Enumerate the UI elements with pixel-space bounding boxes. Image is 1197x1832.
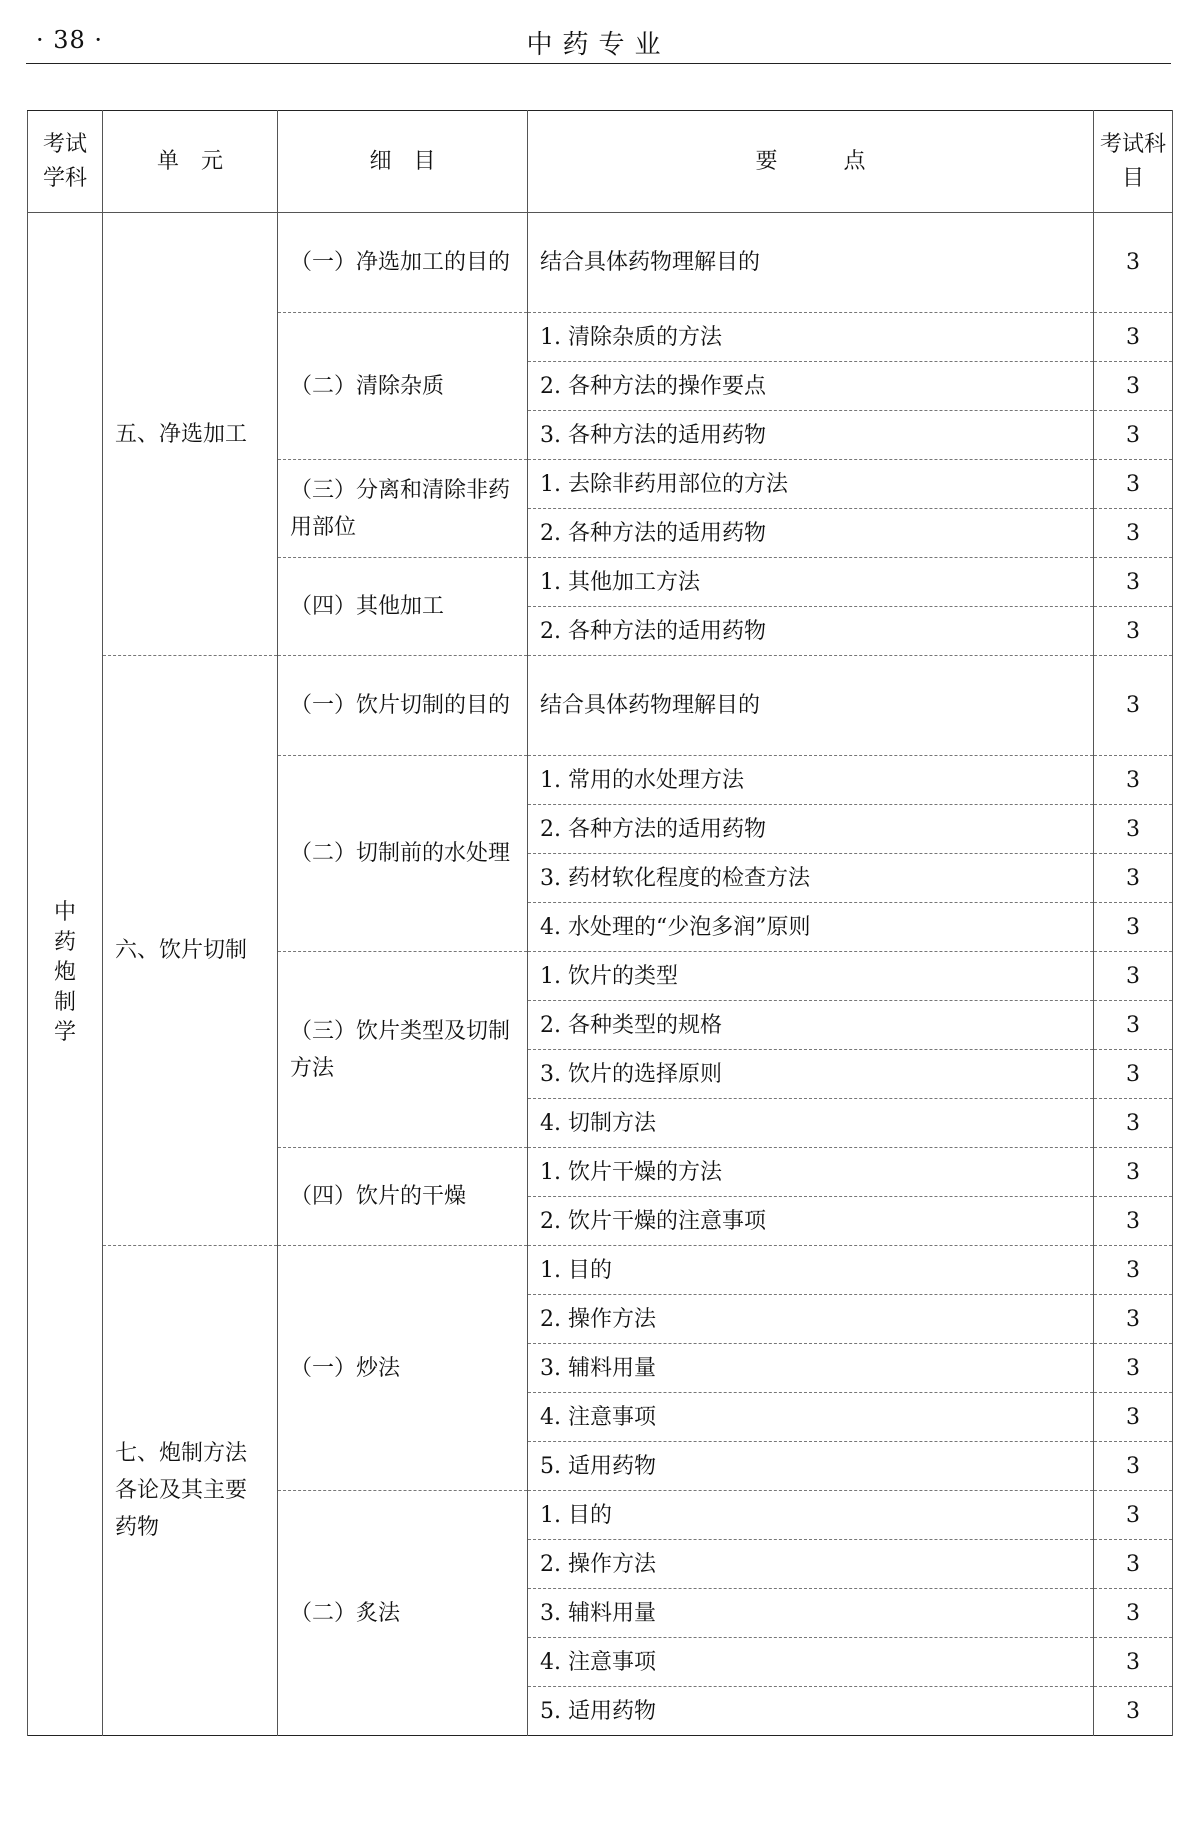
table-row [28,1246,1173,1295]
subject-cell [28,213,103,1736]
detail-cell: （一）炒法 [278,1246,528,1491]
page-header [0,0,1197,70]
point-cell: 1. 饮片干燥的方法 [528,1148,1094,1197]
unit-cell: 六、饮片切制 [103,656,278,1246]
table-header-row [28,111,1173,213]
point-cell: 4. 注意事项 [528,1393,1094,1442]
point-cell: 3. 药材软化程度的检查方法 [528,854,1094,903]
level-cell: 3 [1094,460,1173,509]
column-header-detail: 细 目 [278,111,528,213]
level-cell: 3 [1094,756,1173,805]
level-cell: 3 [1094,1638,1173,1687]
point-cell: 2. 操作方法 [528,1295,1094,1344]
level-cell: 3 [1094,1393,1173,1442]
table-row [28,213,1173,313]
level-cell: 3 [1094,1295,1173,1344]
point-cell: 1. 其他加工方法 [528,558,1094,607]
point-cell: 5. 适用药物 [528,1442,1094,1491]
point-cell: 1. 常用的水处理方法 [528,756,1094,805]
detail-cell: （四）饮片的干燥 [278,1148,528,1246]
point-cell: 1. 去除非药用部位的方法 [528,460,1094,509]
point-cell: 2. 操作方法 [528,1540,1094,1589]
level-cell: 3 [1094,1589,1173,1638]
point-cell: 1. 目的 [528,1246,1094,1295]
unit-cell: 五、净选加工 [103,213,278,656]
level-cell: 3 [1094,1148,1173,1197]
page-number: · 38 · [36,26,104,54]
column-header-subject: 考试学科 [28,111,103,213]
point-cell: 3. 饮片的选择原则 [528,1050,1094,1099]
level-cell: 3 [1094,607,1173,656]
point-cell: 结合具体药物理解目的 [528,213,1094,313]
level-cell: 3 [1094,1442,1173,1491]
detail-cell: （二）炙法 [278,1491,528,1736]
unit-cell: 七、炮制方法各论及其主要药物 [103,1246,278,1736]
point-cell: 2. 各种方法的适用药物 [528,509,1094,558]
detail-cell: （四）其他加工 [278,558,528,656]
level-cell: 3 [1094,805,1173,854]
point-cell: 4. 注意事项 [528,1638,1094,1687]
point-cell: 5. 适用药物 [528,1687,1094,1736]
detail-cell: （一）净选加工的目的 [278,213,528,313]
detail-cell: （一）饮片切制的目的 [278,656,528,756]
column-header-points: 要 点 [528,111,1094,213]
level-cell: 3 [1094,1246,1173,1295]
subject-label: 中药炮制学 [54,899,77,1045]
point-cell: 1. 目的 [528,1491,1094,1540]
level-cell: 3 [1094,1001,1173,1050]
point-cell: 3. 辅料用量 [528,1589,1094,1638]
table-row [28,656,1173,756]
level-cell: 3 [1094,903,1173,952]
level-cell: 3 [1094,213,1173,313]
detail-cell: （二）清除杂质 [278,313,528,460]
point-cell: 4. 水处理的“少泡多润”原则 [528,903,1094,952]
level-cell: 3 [1094,1197,1173,1246]
point-cell: 4. 切制方法 [528,1099,1094,1148]
level-cell: 3 [1094,952,1173,1001]
point-cell: 3. 各种方法的适用药物 [528,411,1094,460]
level-cell: 3 [1094,411,1173,460]
point-cell: 3. 辅料用量 [528,1344,1094,1393]
point-cell: 1. 清除杂质的方法 [528,313,1094,362]
detail-cell: （三）饮片类型及切制方法 [278,952,528,1148]
level-cell: 3 [1094,854,1173,903]
column-header-unit: 单 元 [103,111,278,213]
point-cell: 2. 各种方法的适用药物 [528,805,1094,854]
level-cell: 3 [1094,1540,1173,1589]
point-cell: 2. 各种方法的适用药物 [528,607,1094,656]
level-cell: 3 [1094,313,1173,362]
header-rule [26,63,1171,64]
detail-cell: （二）切制前的水处理 [278,756,528,952]
level-cell: 3 [1094,656,1173,756]
point-cell: 2. 各种方法的操作要点 [528,362,1094,411]
level-cell: 3 [1094,1050,1173,1099]
level-cell: 3 [1094,362,1173,411]
syllabus-table [27,110,1173,1736]
point-cell: 结合具体药物理解目的 [528,656,1094,756]
detail-cell: （三）分离和清除非药用部位 [278,460,528,558]
running-title: 中药专业 [526,30,671,60]
column-header-level: 考试科目 [1094,111,1173,213]
point-cell: 2. 各种类型的规格 [528,1001,1094,1050]
point-cell: 1. 饮片的类型 [528,952,1094,1001]
level-cell: 3 [1094,1099,1173,1148]
level-cell: 3 [1094,509,1173,558]
level-cell: 3 [1094,1687,1173,1736]
point-cell: 2. 饮片干燥的注意事项 [528,1197,1094,1246]
level-cell: 3 [1094,1491,1173,1540]
level-cell: 3 [1094,558,1173,607]
level-cell: 3 [1094,1344,1173,1393]
